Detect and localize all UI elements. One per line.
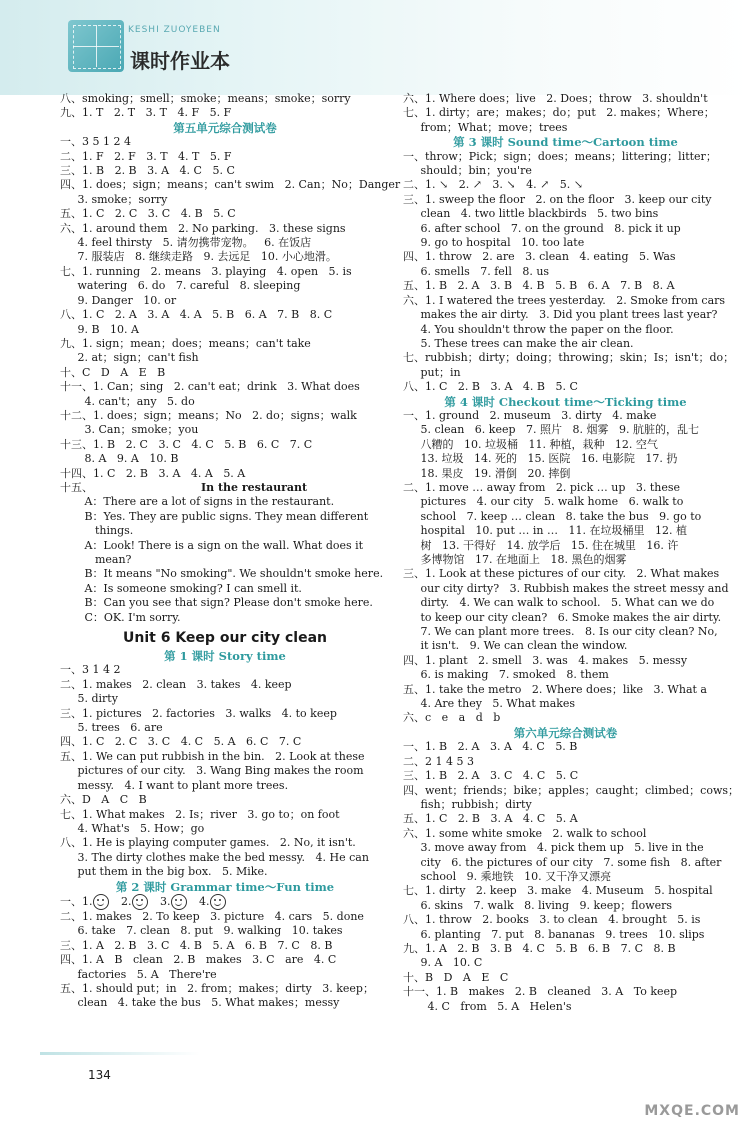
answer-line: 三、1. sweep the floor 2. on the floor 3. keep our city: [403, 192, 712, 206]
section-heading: 第 4 课时 Checkout time～Ticking time: [444, 394, 687, 409]
answer-line: 八、1. C 2. B 3. A 4. B 5. C: [403, 380, 578, 394]
answer-line: 四、1. does；sign；means；can't swim 2. Can；No；Danger: [60, 178, 401, 192]
answer-line: A：There are a lot of signs in the restaurant.: [60, 495, 335, 509]
answer-line: put；in: [403, 365, 461, 379]
answer-line: 四、1. throw 2. are 3. clean 4. eating 5. Was: [403, 250, 676, 264]
answer-line: 十二、1. does；sign；means；No 2. do；signs；walk: [60, 408, 357, 422]
section-heading: 第六单元综合测试卷: [513, 725, 618, 740]
answer-line: clean 4. two little blackbirds 5. two bins: [403, 207, 659, 221]
watermark-logo: MXQE.COM: [644, 1103, 740, 1119]
answer-line: B：It means "No smoking". We shouldn't smoke here.: [60, 567, 384, 581]
section-heading: 第 1 课时 Story time: [164, 649, 286, 664]
answer-line: 3. smoke；sorry: [60, 192, 168, 206]
answer-line: 十、B D A E C: [403, 970, 509, 984]
answer-line: 三、1. B 2. A 3. C 4. C 5. C: [403, 769, 579, 783]
answer-line: 一、3 5 1 2 4: [60, 135, 131, 149]
answer-line: 六、c e a d b: [403, 711, 501, 725]
answer-line: city 6. the pictures of our city 7. some fish 8. after: [403, 855, 722, 869]
answer-line: 多博物馆 17. 在地面上 18. 黑色的烟雾: [403, 553, 627, 566]
answer-line: 十四、1. C 2. B 3. A 4. A 5. A: [60, 466, 246, 480]
answer-line: 二、2 1 4 5 3: [403, 754, 474, 768]
answer-line: it isn't. 9. We can clean the window.: [403, 639, 628, 653]
answer-line: 九、1. A 2. B 3. B 4. C 5. B 6. B 7. C 8. B: [403, 941, 676, 955]
answer-line: 四、1. A B clean 2. B makes 3. C are 4. C: [60, 953, 337, 967]
answer-line: 2. at；sign；can't fish: [60, 351, 199, 365]
answer-line: C：OK. I'm sorry.: [60, 610, 181, 624]
answer-line: school 7. keep … clean 8. take the bus 9. go to: [403, 509, 702, 523]
answer-line: 6. after school 7. on the ground 8. pick it up: [403, 221, 681, 235]
answer-line: 七、1. dirty；are；makes；do；put 2. makes；Where；: [403, 106, 715, 120]
answer-line: 五、1. B 2. A 3. B 4. B 5. B 6. A 7. B 8. A: [403, 279, 675, 293]
answer-line: 三、1. B 2. B 3. A 4. C 5. C: [60, 164, 235, 178]
answer-line: 十一、1. B makes 2. B cleaned 3. A To keep: [403, 985, 678, 999]
answer-line: 二、1. makes 2. clean 3. takes 4. keep: [60, 677, 292, 691]
answer-line: watering 6. do 7. careful 8. sleeping: [60, 279, 301, 293]
page-number: 134: [88, 1068, 111, 1082]
answer-line: B：Can you see that sign? Please don't smoke here.: [60, 596, 373, 610]
answer-line: mean?: [60, 553, 132, 566]
answer-line: 4. C from 5. A Helen's: [403, 999, 572, 1013]
question-number: 十五、: [60, 480, 93, 494]
answer-line: 18. 果皮 19. 滑倒 20. 摔倒: [403, 466, 571, 480]
answer-line: 6. skins 7. walk 8. living 9. keep；flowers: [403, 898, 673, 912]
answer-line: 六、1. around them 2. No parking. 3. these signs: [60, 221, 346, 235]
answer-line: 三、1. A 2. B 3. C 4. B 5. A 6. B 7. C 8. B: [60, 938, 333, 952]
answer-line: pictures of our city. 3. Wang Bing makes the room: [60, 764, 364, 778]
answer-line: 五、1. C 2. C 3. C 4. B 5. C: [60, 207, 236, 221]
answer-line: 八、1. He is playing computer games. 2. No, it isn't.: [60, 836, 356, 850]
answer-line: 4. What's 5. How；go: [60, 821, 205, 835]
dialogue-title: In the restaurant: [201, 480, 308, 494]
answer-line: 十、C D A E B: [60, 365, 166, 379]
answer-line: 八、1. C 2. A 3. A 4. A 5. B 6. A 7. B 8. C: [60, 308, 333, 322]
right-answer-column: [403, 92, 740, 1014]
answer-line: 九、1. T 2. T 3. T 4. F 5. F: [60, 106, 232, 120]
answer-line: 五、1. C 2. B 3. A 4. C 5. A: [403, 812, 578, 826]
answer-line: fish；rubbish；dirty: [403, 797, 532, 811]
answer-line: 3. The dirty clothes make the bed messy. 4. He can: [60, 850, 369, 864]
answer-line: from；What；move；trees: [403, 120, 568, 134]
answer-line: 八、smoking；smell；smoke；means；smoke；sorry: [60, 92, 351, 105]
answer-line: 13. 垃圾 14. 死的 15. 医院 16. 电影院 17. 扔: [403, 452, 678, 466]
answer-line: 七、1. dirty 2. keep 3. make 4. Museum 5. hospital: [403, 884, 713, 898]
answer-line: 二、1. move … away from 2. pick … up 3. these: [403, 480, 681, 494]
answer-line: makes the air dirty. 3. Did you plant trees last year?: [403, 308, 718, 322]
answer-line: 四、went；friends；bike；apples；caught；climbed；cows；: [403, 783, 740, 797]
answer-line: 五、1. take the metro 2. Where does；like 3. What a: [403, 682, 707, 696]
answer-line: A：Look! There is a sign on the wall. What does it: [60, 538, 364, 552]
answer-line: 六、1. I watered the trees yesterday. 2. Smoke from cars: [403, 293, 726, 307]
answer-line: 三、1. pictures 2. factories 3. walks 4. to keep: [60, 706, 337, 720]
answer-line: our city dirty? 3. Rubbish makes the street messy and: [403, 581, 729, 595]
dialogue-heading-line: [60, 481, 390, 495]
answer-line: 二、1. ↘ 2. ↗ 3. ↘ 4. ↗ 5. ↘: [403, 178, 584, 192]
unit-title: Unit 6 Keep our city clean: [123, 630, 327, 647]
answer-line: 三、1. Look at these pictures of our city. 2. What makes: [403, 567, 720, 581]
answer-line: 5. trees 6. are: [60, 721, 163, 735]
book-logo-icon: [68, 20, 124, 72]
answer-line: 一、1. B 2. A 3. A 4. C 5. B: [403, 740, 578, 754]
answer-line: 六、1. Where does；live 2. Does；throw 3. shouldn't: [403, 92, 708, 105]
answer-line: 9. Danger 10. or: [60, 293, 177, 307]
answer-line: B：Yes. They are public signs. They mean different: [60, 509, 369, 523]
answer-line: 4. Are they 5. What makes: [403, 697, 576, 711]
answer-line: 6. is making 7. smoked 8. them: [403, 668, 609, 682]
item-number: 4.: [199, 894, 210, 908]
answer-line: hospital 10. put … in … 11. 在垃圾桶里 12. 植: [403, 524, 687, 538]
answer-line: 一、1. ground 2. museum 3. dirty 4. make: [403, 408, 657, 422]
page-header-title: 课时作业本: [130, 49, 230, 73]
answer-line: 八糟的 10. 垃圾桶 11. 种植，栽种 12. 空气: [403, 437, 658, 451]
answer-line: 二、1. F 2. F 3. T 4. T 5. F: [60, 149, 232, 163]
answer-line: 6. planting 7. put 8. bananas 9. trees 10. slips: [403, 927, 705, 941]
answer-line: should；bin；you're: [403, 164, 532, 178]
answer-line: 九、1. sign；mean；does；means；can't take: [60, 336, 311, 350]
answer-line: pictures 4. our city 5. walk home 6. walk to: [403, 495, 684, 509]
smiley-face-icon: [93, 894, 109, 910]
brand-subtitle: KESHI ZUOYEBEN: [128, 25, 221, 35]
answer-line: dirty. 4. We can walk to school. 5. What can we do: [403, 596, 715, 610]
answer-line: 十一、1. Can；sing 2. can't eat；drink 3. What does: [60, 380, 360, 394]
answer-line: 6. take 7. clean 8. put 9. walking 10. takes: [60, 924, 343, 938]
answer-line: 8. A 9. A 10. B: [60, 452, 179, 466]
item-number: 1.: [82, 894, 93, 908]
answer-line: 4. feel thirsty 5. 请勿携带宠物。 6. 在饭店: [60, 236, 312, 250]
answer-line: 六、D A C B: [60, 793, 147, 807]
answer-line: 4. You shouldn't throw the paper on the floor.: [403, 322, 674, 336]
answer-line: clean 4. take the bus 5. What makes；messy: [60, 996, 340, 1010]
answer-line: 3. move away from 4. pick them up 5. live in the: [403, 841, 704, 855]
answer-line: 树 13. 干得好 14. 放学后 15. 住在城里 16. 许: [403, 538, 679, 552]
item-number: 3.: [160, 894, 171, 908]
answer-line: 4. can't；any 5. do: [60, 394, 195, 408]
answer-line: A：Is someone smoking? I can smell it.: [60, 581, 302, 595]
answer-line: 二、1. makes 2. To keep 3. picture 4. cars 5. done: [60, 909, 364, 923]
answer-line: 七、rubbish；dirty；doing；throwing；skin；Is；isn't；do；: [403, 351, 735, 365]
answer-line: 七、1. What makes 2. Is；river 3. go to；on foot: [60, 807, 340, 821]
answer-line: 十三、1. B 2. C 3. C 4. C 5. B 6. C 7. C: [60, 437, 313, 451]
answer-line: 5. These trees can make the air clean.: [403, 336, 634, 350]
item-number: 2.: [121, 894, 132, 908]
answer-line: 9. A 10. C: [403, 956, 483, 970]
answer-line: 9. go to hospital 10. too late: [403, 236, 585, 250]
section-heading: 第五单元综合测试卷: [173, 120, 277, 135]
answer-line: 5. dirty: [60, 692, 118, 706]
answer-line: factories 5. A There're: [60, 967, 217, 981]
answer-line: 7. We can plant more trees. 8. Is our city clean? No,: [403, 625, 718, 639]
smiley-answer-line: [60, 894, 390, 910]
smiley-face-icon: [210, 894, 226, 910]
section-heading: 第 3 课时 Sound time～Cartoon time: [453, 135, 678, 150]
question-number: 一、: [60, 894, 82, 908]
answer-line: 四、1. plant 2. smell 3. was 4. makes 5. messy: [403, 653, 688, 667]
answer-line: 八、1. throw 2. books 3. to clean 4. brought 5. is: [403, 913, 701, 927]
answer-line: school 9. 乘地铁 10. 又干净又漂亮: [403, 869, 612, 883]
footer-band: [40, 1052, 200, 1055]
answer-line: 9. B 10. A: [60, 322, 139, 336]
answer-line: things.: [60, 524, 134, 538]
smiley-face-icon: [132, 894, 148, 910]
answer-line: 四、1. C 2. C 3. C 4. C 5. A 6. C 7. C: [60, 735, 302, 749]
answer-line: 五、1. We can put rubbish in the bin. 2. Look at these: [60, 749, 365, 763]
answer-line: 五、1. should put；in 2. from；makes；dirty 3. keep；: [60, 981, 374, 995]
smiley-face-icon: [171, 894, 187, 910]
answer-line: 一、3 1 4 2: [60, 663, 121, 677]
answer-line: 5. clean 6. keep 7. 照片 8. 烟雾 9. 肮脏的，乱七: [403, 423, 699, 437]
answer-line: 七、1. running 2. means 3. playing 4. open 5. is: [60, 264, 352, 278]
section-heading: 第 2 课时 Grammar time～Fun time: [115, 879, 335, 894]
answer-line: 六、1. some white smoke 2. walk to school: [403, 826, 647, 840]
answer-line: to keep our city clean? 6. Smoke makes the air dirty.: [403, 610, 722, 624]
answer-line: messy. 4. I want to plant more trees.: [60, 778, 289, 792]
answer-line: 3. Can；smoke；you: [60, 423, 199, 437]
answer-line: 6. smells 7. fell 8. us: [403, 264, 550, 278]
answer-line: 一、throw；Pick；sign；does；means；littering；litter；: [403, 149, 717, 163]
answer-line: 7. 服装店 8. 继续走路 9. 去远足 10. 小心地滑。: [60, 250, 337, 264]
answer-line: put them in the big box. 5. Mike.: [60, 865, 268, 879]
left-answer-column: [60, 92, 401, 1011]
